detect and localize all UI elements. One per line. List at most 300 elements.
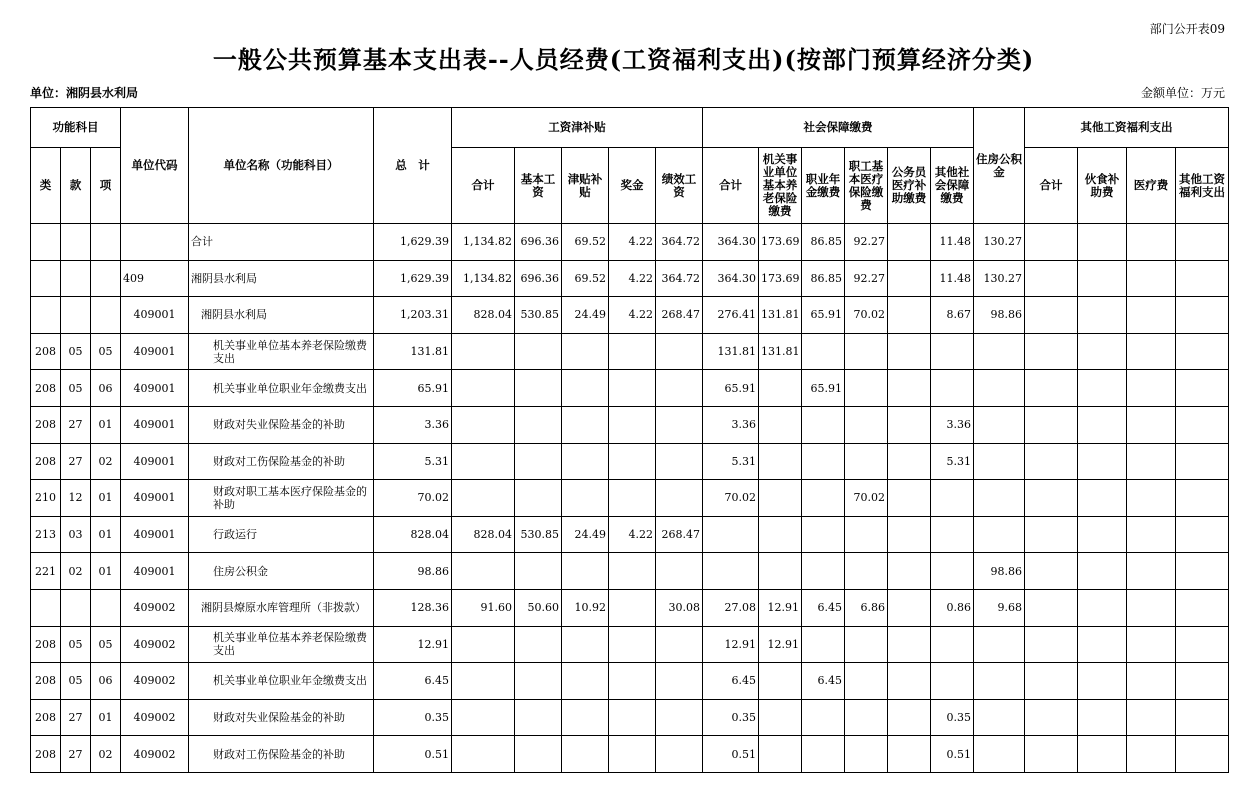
cell-medical: 70.02 xyxy=(845,480,888,517)
cell-bonus xyxy=(609,589,656,626)
cell-total: 828.04 xyxy=(374,516,452,553)
cell-basic-wage xyxy=(515,699,562,736)
cell-bonus: 4.22 xyxy=(609,516,656,553)
cell-annuity: 86.85 xyxy=(802,224,845,261)
cell-other-sum xyxy=(1025,406,1078,443)
cell-unit-code: 409001 xyxy=(121,516,189,553)
cell-pension xyxy=(759,480,802,517)
cell-other-welfare xyxy=(1176,297,1229,334)
cell-civil-medical xyxy=(888,626,931,663)
cell-performance xyxy=(656,406,703,443)
cell-other-welfare xyxy=(1176,553,1229,590)
cell-housing xyxy=(974,443,1025,480)
cell-total: 3.36 xyxy=(374,406,452,443)
cell-unit-code: 409002 xyxy=(121,736,189,773)
cell-unit-code xyxy=(121,224,189,261)
cell-other-sum xyxy=(1025,443,1078,480)
cell-social-sum xyxy=(703,516,759,553)
header-total: 总 计 xyxy=(374,108,452,224)
cell-meal xyxy=(1078,370,1127,407)
cell-lei: 208 xyxy=(31,406,61,443)
cell-xiang: 05 xyxy=(91,333,121,370)
cell-kuan: 05 xyxy=(61,626,91,663)
cell-pension xyxy=(759,406,802,443)
cell-civil-medical xyxy=(888,589,931,626)
cell-meal xyxy=(1078,333,1127,370)
cell-wage-sum: 91.60 xyxy=(452,589,515,626)
header-civil-medical: 公务员医疗补助缴费 xyxy=(888,148,931,224)
cell-total: 0.51 xyxy=(374,736,452,773)
table-row xyxy=(31,589,1229,626)
cell-allowance xyxy=(562,406,609,443)
cell-medical xyxy=(845,663,888,700)
cell-basic-wage: 50.60 xyxy=(515,589,562,626)
cell-unit-name: 机关事业单位基本养老保险缴费支出 xyxy=(189,626,374,663)
cell-total: 131.81 xyxy=(374,333,452,370)
cell-lei: 208 xyxy=(31,370,61,407)
amount-unit: 金额单位：万元 xyxy=(1140,86,1225,100)
cell-medical-fee xyxy=(1127,699,1176,736)
cell-kuan: 05 xyxy=(61,333,91,370)
cell-other-social: 0.51 xyxy=(931,736,974,773)
cell-xiang: 01 xyxy=(91,553,121,590)
table-row xyxy=(31,480,1229,517)
cell-unit-code: 409001 xyxy=(121,406,189,443)
cell-annuity: 86.85 xyxy=(802,260,845,297)
cell-civil-medical xyxy=(888,297,931,334)
cell-lei: 208 xyxy=(31,736,61,773)
cell-unit-name: 合计 xyxy=(189,224,374,261)
cell-wage-sum xyxy=(452,736,515,773)
header-housing: 住房公积金 xyxy=(974,108,1025,224)
cell-meal xyxy=(1078,260,1127,297)
cell-allowance xyxy=(562,626,609,663)
cell-unit-code: 409001 xyxy=(121,553,189,590)
cell-other-welfare xyxy=(1176,370,1229,407)
cell-allowance: 69.52 xyxy=(562,224,609,261)
cell-xiang: 01 xyxy=(91,480,121,517)
table-row xyxy=(31,333,1229,370)
cell-performance: 30.08 xyxy=(656,589,703,626)
cell-other-sum xyxy=(1025,370,1078,407)
cell-annuity xyxy=(802,626,845,663)
cell-kuan: 03 xyxy=(61,516,91,553)
cell-medical-fee xyxy=(1127,553,1176,590)
cell-bonus: 4.22 xyxy=(609,224,656,261)
table-row xyxy=(31,663,1229,700)
cell-bonus xyxy=(609,699,656,736)
cell-xiang: 02 xyxy=(91,443,121,480)
cell-meal xyxy=(1078,516,1127,553)
cell-bonus: 4.22 xyxy=(609,297,656,334)
cell-civil-medical xyxy=(888,406,931,443)
cell-basic-wage xyxy=(515,626,562,663)
cell-unit-name: 机关事业单位基本养老保险缴费支出 xyxy=(189,333,374,370)
cell-meal xyxy=(1078,699,1127,736)
form-number: 部门公开表09 xyxy=(1149,22,1225,36)
header-social-group: 社会保障缴费 xyxy=(703,108,974,148)
cell-medical-fee xyxy=(1127,443,1176,480)
cell-social-sum: 0.51 xyxy=(703,736,759,773)
cell-xiang xyxy=(91,297,121,334)
cell-social-sum: 276.41 xyxy=(703,297,759,334)
cell-basic-wage: 530.85 xyxy=(515,516,562,553)
cell-basic-wage xyxy=(515,736,562,773)
cell-other-social xyxy=(931,516,974,553)
cell-other-welfare xyxy=(1176,589,1229,626)
cell-other-social xyxy=(931,626,974,663)
cell-wage-sum xyxy=(452,333,515,370)
cell-allowance xyxy=(562,553,609,590)
cell-total: 128.36 xyxy=(374,589,452,626)
cell-wage-sum xyxy=(452,443,515,480)
cell-other-sum xyxy=(1025,260,1078,297)
cell-pension: 131.81 xyxy=(759,333,802,370)
cell-housing xyxy=(974,516,1025,553)
cell-other-welfare xyxy=(1176,406,1229,443)
header-func-subject: 功能科目 xyxy=(31,108,121,148)
cell-lei xyxy=(31,589,61,626)
cell-lei: 210 xyxy=(31,480,61,517)
cell-annuity xyxy=(802,480,845,517)
cell-performance: 268.47 xyxy=(656,516,703,553)
cell-medical xyxy=(845,626,888,663)
header-other-group: 其他工资福利支出 xyxy=(1025,108,1229,148)
cell-unit-name: 机关事业单位职业年金缴费支出 xyxy=(189,370,374,407)
cell-allowance xyxy=(562,480,609,517)
cell-annuity xyxy=(802,516,845,553)
cell-meal xyxy=(1078,663,1127,700)
cell-bonus xyxy=(609,480,656,517)
cell-allowance: 24.49 xyxy=(562,297,609,334)
cell-total: 70.02 xyxy=(374,480,452,517)
cell-housing xyxy=(974,333,1025,370)
cell-annuity: 65.91 xyxy=(802,370,845,407)
cell-xiang xyxy=(91,260,121,297)
header-other-sum: 合计 xyxy=(1025,148,1078,224)
header-kuan: 款 xyxy=(61,148,91,224)
cell-medical xyxy=(845,370,888,407)
table-body xyxy=(31,224,1229,773)
cell-other-social xyxy=(931,663,974,700)
cell-kuan xyxy=(61,260,91,297)
cell-pension xyxy=(759,553,802,590)
table-row xyxy=(31,626,1229,663)
header-other-welfare: 其他工资福利支出 xyxy=(1176,148,1229,224)
table-row xyxy=(31,516,1229,553)
cell-other-welfare xyxy=(1176,663,1229,700)
cell-lei: 208 xyxy=(31,663,61,700)
cell-civil-medical xyxy=(888,516,931,553)
cell-wage-sum: 828.04 xyxy=(452,516,515,553)
table-row xyxy=(31,553,1229,590)
cell-xiang: 06 xyxy=(91,663,121,700)
cell-kuan: 27 xyxy=(61,406,91,443)
cell-social-sum: 65.91 xyxy=(703,370,759,407)
table-row xyxy=(31,736,1229,773)
cell-kuan: 02 xyxy=(61,553,91,590)
cell-social-sum: 12.91 xyxy=(703,626,759,663)
cell-basic-wage xyxy=(515,663,562,700)
cell-bonus xyxy=(609,736,656,773)
cell-unit-code: 409001 xyxy=(121,370,189,407)
cell-other-sum xyxy=(1025,516,1078,553)
cell-performance xyxy=(656,480,703,517)
cell-unit-code: 409002 xyxy=(121,626,189,663)
cell-medical xyxy=(845,736,888,773)
cell-total: 12.91 xyxy=(374,626,452,663)
cell-pension xyxy=(759,370,802,407)
cell-medical-fee xyxy=(1127,736,1176,773)
cell-allowance xyxy=(562,663,609,700)
cell-medical-fee xyxy=(1127,260,1176,297)
cell-other-sum xyxy=(1025,699,1078,736)
cell-total: 65.91 xyxy=(374,370,452,407)
cell-unit-name: 财政对工伤保险基金的补助 xyxy=(189,736,374,773)
cell-pension xyxy=(759,663,802,700)
cell-lei: 221 xyxy=(31,553,61,590)
cell-unit-name: 湘阴县水利局 xyxy=(189,297,374,334)
cell-meal xyxy=(1078,443,1127,480)
header-other-social: 其他社会保障缴费 xyxy=(931,148,974,224)
cell-pension: 173.69 xyxy=(759,224,802,261)
cell-bonus: 4.22 xyxy=(609,260,656,297)
cell-annuity xyxy=(802,333,845,370)
cell-social-sum: 27.08 xyxy=(703,589,759,626)
cell-other-welfare xyxy=(1176,626,1229,663)
cell-annuity xyxy=(802,699,845,736)
cell-bonus xyxy=(609,370,656,407)
cell-housing xyxy=(974,736,1025,773)
budget-table xyxy=(30,107,1229,773)
cell-other-social: 0.86 xyxy=(931,589,974,626)
cell-medical: 6.86 xyxy=(845,589,888,626)
cell-civil-medical xyxy=(888,699,931,736)
cell-bonus xyxy=(609,406,656,443)
cell-social-sum: 0.35 xyxy=(703,699,759,736)
cell-wage-sum xyxy=(452,626,515,663)
cell-annuity xyxy=(802,443,845,480)
table-row xyxy=(31,224,1229,261)
cell-total: 1,203.31 xyxy=(374,297,452,334)
cell-basic-wage: 696.36 xyxy=(515,260,562,297)
cell-medical xyxy=(845,406,888,443)
cell-housing: 130.27 xyxy=(974,224,1025,261)
cell-social-sum xyxy=(703,553,759,590)
header-social-sum: 合计 xyxy=(703,148,759,224)
cell-total: 1,629.39 xyxy=(374,260,452,297)
cell-housing xyxy=(974,663,1025,700)
cell-other-social: 0.35 xyxy=(931,699,974,736)
cell-housing: 98.86 xyxy=(974,297,1025,334)
cell-housing: 9.68 xyxy=(974,589,1025,626)
cell-medical xyxy=(845,516,888,553)
header-annuity: 职业年金缴费 xyxy=(802,148,845,224)
unit-label: 单位：湘阴县水利局 xyxy=(30,86,139,100)
cell-kuan: 27 xyxy=(61,699,91,736)
cell-wage-sum xyxy=(452,663,515,700)
cell-meal xyxy=(1078,224,1127,261)
table-row xyxy=(31,443,1229,480)
cell-medical xyxy=(845,553,888,590)
cell-annuity xyxy=(802,553,845,590)
cell-medical-fee xyxy=(1127,663,1176,700)
cell-basic-wage xyxy=(515,443,562,480)
cell-civil-medical xyxy=(888,260,931,297)
cell-housing: 98.86 xyxy=(974,553,1025,590)
cell-kuan xyxy=(61,224,91,261)
header-lei: 类 xyxy=(31,148,61,224)
cell-medical-fee xyxy=(1127,516,1176,553)
cell-civil-medical xyxy=(888,663,931,700)
cell-social-sum: 70.02 xyxy=(703,480,759,517)
cell-housing xyxy=(974,626,1025,663)
cell-other-welfare xyxy=(1176,260,1229,297)
cell-housing xyxy=(974,406,1025,443)
cell-medical: 70.02 xyxy=(845,297,888,334)
cell-performance: 364.72 xyxy=(656,224,703,261)
cell-performance: 268.47 xyxy=(656,297,703,334)
cell-kuan: 05 xyxy=(61,663,91,700)
cell-allowance: 10.92 xyxy=(562,589,609,626)
cell-total: 5.31 xyxy=(374,443,452,480)
cell-medical-fee xyxy=(1127,626,1176,663)
cell-bonus xyxy=(609,553,656,590)
cell-other-social: 8.67 xyxy=(931,297,974,334)
cell-unit-code: 409001 xyxy=(121,480,189,517)
header-unit-name: 单位名称（功能科目） xyxy=(189,108,374,224)
header-wage-group: 工资津补贴 xyxy=(452,108,703,148)
header-performance: 绩效工资 xyxy=(656,148,703,224)
cell-total: 98.86 xyxy=(374,553,452,590)
cell-unit-code: 409 xyxy=(121,260,189,297)
cell-other-sum xyxy=(1025,589,1078,626)
cell-other-sum xyxy=(1025,224,1078,261)
cell-unit-code: 409001 xyxy=(121,333,189,370)
cell-xiang: 02 xyxy=(91,736,121,773)
cell-annuity: 6.45 xyxy=(802,589,845,626)
cell-meal xyxy=(1078,480,1127,517)
header-pension: 机关事业单位基本养老保险缴费 xyxy=(759,148,802,224)
cell-unit-code: 409002 xyxy=(121,589,189,626)
cell-kuan: 12 xyxy=(61,480,91,517)
cell-wage-sum: 1,134.82 xyxy=(452,224,515,261)
header-meal: 伙食补助费 xyxy=(1078,148,1127,224)
cell-pension xyxy=(759,699,802,736)
cell-performance xyxy=(656,553,703,590)
cell-performance xyxy=(656,443,703,480)
cell-unit-name: 湘阴县燎原水库管理所（非拨款） xyxy=(189,589,374,626)
cell-allowance xyxy=(562,736,609,773)
cell-wage-sum xyxy=(452,406,515,443)
table-row xyxy=(31,406,1229,443)
cell-unit-code: 409001 xyxy=(121,297,189,334)
cell-lei xyxy=(31,224,61,261)
table-row xyxy=(31,370,1229,407)
cell-wage-sum: 828.04 xyxy=(452,297,515,334)
cell-unit-name: 财政对失业保险基金的补助 xyxy=(189,406,374,443)
cell-pension: 12.91 xyxy=(759,589,802,626)
cell-unit-name: 财政对工伤保险基金的补助 xyxy=(189,443,374,480)
cell-civil-medical xyxy=(888,333,931,370)
cell-other-sum xyxy=(1025,663,1078,700)
cell-medical-fee xyxy=(1127,480,1176,517)
cell-unit-name: 行政运行 xyxy=(189,516,374,553)
cell-lei: 208 xyxy=(31,699,61,736)
cell-total: 1,629.39 xyxy=(374,224,452,261)
cell-lei xyxy=(31,297,61,334)
header-wage-sum: 合计 xyxy=(452,148,515,224)
cell-civil-medical xyxy=(888,553,931,590)
cell-medical xyxy=(845,333,888,370)
cell-housing xyxy=(974,699,1025,736)
cell-other-social: 11.48 xyxy=(931,224,974,261)
cell-other-welfare xyxy=(1176,516,1229,553)
cell-bonus xyxy=(609,443,656,480)
cell-other-sum xyxy=(1025,553,1078,590)
cell-allowance xyxy=(562,370,609,407)
cell-performance xyxy=(656,333,703,370)
header-bonus: 奖金 xyxy=(609,148,656,224)
cell-medical-fee xyxy=(1127,406,1176,443)
cell-kuan: 27 xyxy=(61,736,91,773)
cell-performance xyxy=(656,626,703,663)
header-medical: 职工基本医疗保险缴费 xyxy=(845,148,888,224)
cell-civil-medical xyxy=(888,443,931,480)
cell-meal xyxy=(1078,626,1127,663)
cell-pension: 131.81 xyxy=(759,297,802,334)
cell-wage-sum xyxy=(452,480,515,517)
header-xiang: 项 xyxy=(91,148,121,224)
cell-other-welfare xyxy=(1176,736,1229,773)
cell-housing: 130.27 xyxy=(974,260,1025,297)
cell-meal xyxy=(1078,736,1127,773)
cell-unit-code: 409002 xyxy=(121,663,189,700)
cell-social-sum: 6.45 xyxy=(703,663,759,700)
cell-other-sum xyxy=(1025,297,1078,334)
cell-social-sum: 364.30 xyxy=(703,224,759,261)
cell-other-sum xyxy=(1025,736,1078,773)
cell-kuan: 05 xyxy=(61,370,91,407)
cell-lei: 213 xyxy=(31,516,61,553)
cell-basic-wage xyxy=(515,406,562,443)
cell-social-sum: 364.30 xyxy=(703,260,759,297)
cell-unit-name: 财政对职工基本医疗保险基金的补助 xyxy=(189,480,374,517)
cell-pension: 12.91 xyxy=(759,626,802,663)
cell-performance: 364.72 xyxy=(656,260,703,297)
cell-meal xyxy=(1078,297,1127,334)
cell-performance xyxy=(656,699,703,736)
cell-medical-fee xyxy=(1127,333,1176,370)
cell-allowance xyxy=(562,443,609,480)
cell-allowance: 69.52 xyxy=(562,260,609,297)
cell-medical xyxy=(845,699,888,736)
page-title: 一般公共预算基本支出表--人员经费(工资福利支出)(按部门预算经济分类) xyxy=(212,45,1035,74)
cell-other-welfare xyxy=(1176,699,1229,736)
cell-xiang: 06 xyxy=(91,370,121,407)
table-row xyxy=(31,297,1229,334)
cell-kuan xyxy=(61,297,91,334)
cell-xiang: 01 xyxy=(91,516,121,553)
cell-medical xyxy=(845,443,888,480)
cell-other-social: 3.36 xyxy=(931,406,974,443)
cell-other-social: 11.48 xyxy=(931,260,974,297)
cell-performance xyxy=(656,370,703,407)
cell-allowance xyxy=(562,333,609,370)
cell-xiang: 01 xyxy=(91,406,121,443)
cell-medical: 92.27 xyxy=(845,260,888,297)
cell-other-social xyxy=(931,370,974,407)
